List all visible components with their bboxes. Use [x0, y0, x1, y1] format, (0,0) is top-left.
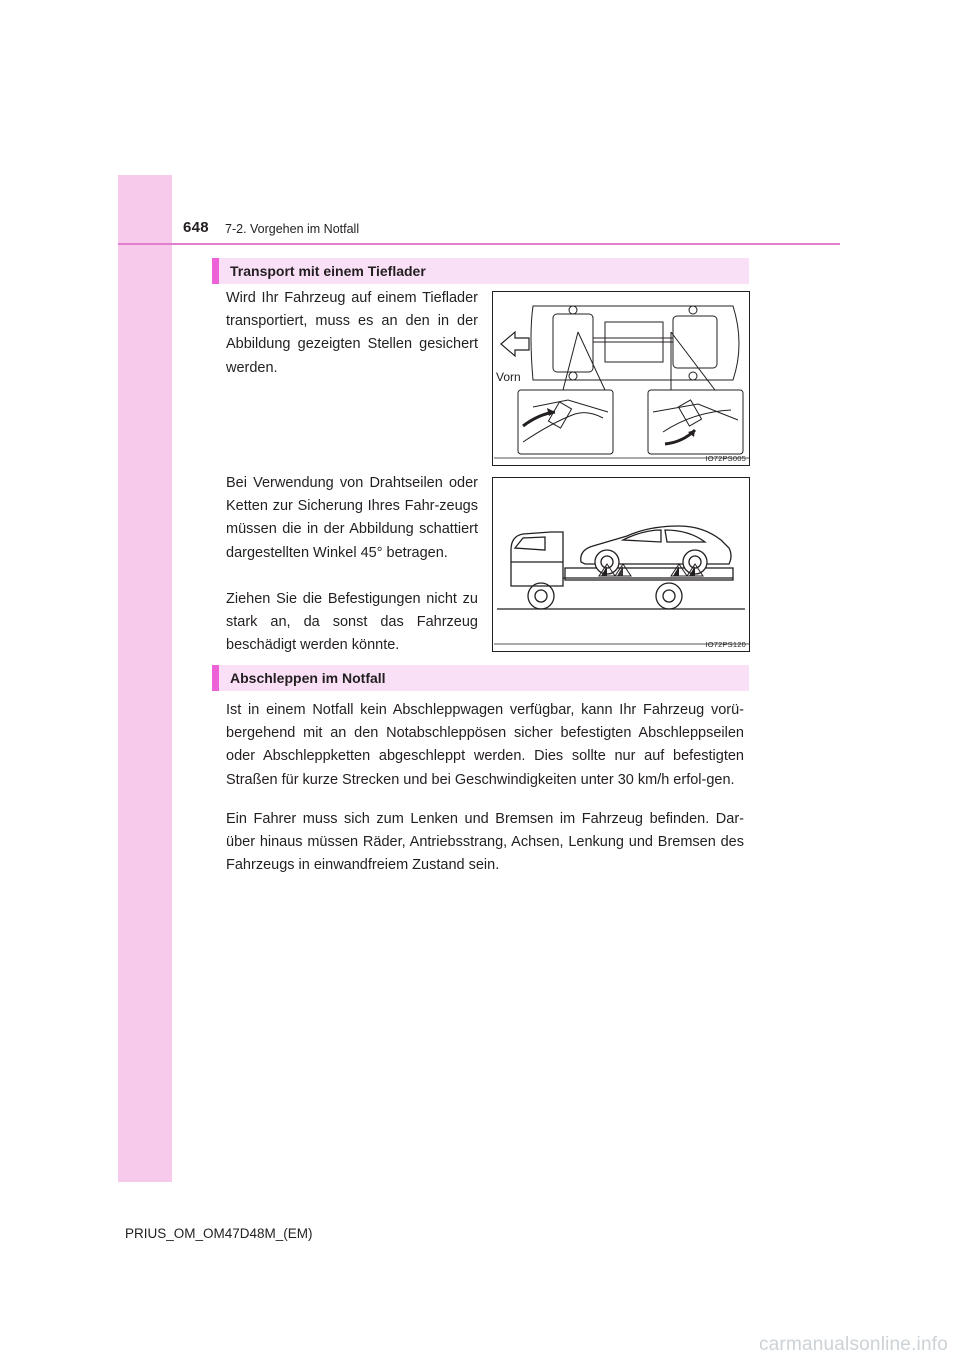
- paragraph-abschleppen-intro: Ist in einem Notfall kein Abschleppwagen verfügbar, kann Ihr Fahrzeug vorü-bergehend mit an den Notabschleppösen sicher befestigten Abschleppseilen oder Abschleppketten abgeschleppt werden. Dies sollte nur auf befestigten Straßen für kurze Strecken und bei Geschwindigkeiten unter 30 km/h erfol-gen.: [226, 702, 744, 788]
- paragraph-tieflader-caution: Ziehen Sie die Befestigungen nicht zu stark an, da sonst das Fahrzeug beschädigt werden könnte.: [226, 591, 478, 654]
- underbody-illustration: [493, 292, 750, 466]
- footer-doc-id: PRIUS_OM_OM47D48M_(EM): [125, 1226, 313, 1241]
- paragraph-tieflader-intro: Wird Ihr Fahrzeug auf einem Tieflader transportiert, muss es an den in der Abbildung gezeigten Stellen gesichert werden.: [226, 290, 478, 376]
- figure-code: IO72PS005: [705, 454, 746, 463]
- watermark: carmanualsonline.info: [758, 1334, 948, 1355]
- paragraph-tieflader-angle: Bei Verwendung von Drahtseilen oder Ketten zur Sicherung Ihres Fahr-zeugs müssen die in der Abbildung schattiert dargestellten Winkel 45° betragen.: [226, 475, 478, 561]
- truck-illustration: [493, 478, 750, 652]
- paragraph-abschleppen-driver: Ein Fahrer muss sich zum Lenken und Bremsen im Fahrzeug befinden. Dar-über hinaus müssen Räder, Antriebsstrang, Achsen, Lenkung und Bremsen des Fahrzeugs in einwandfreiem Zustand sein.: [226, 811, 744, 874]
- figure-truck-transport: [492, 477, 750, 652]
- side-tab-strip: [118, 175, 172, 1182]
- section-path: 7-2. Vorgehen im Notfall: [225, 222, 360, 236]
- figure-underbody-tiedown: [492, 291, 750, 466]
- page-number: 648: [183, 219, 209, 236]
- figure-code: IO72PS120: [705, 640, 746, 649]
- figure-label-front: Vorn: [496, 370, 521, 384]
- header-rule: [118, 243, 840, 245]
- section-heading-tieflader: Transport mit einem Tieflader: [212, 258, 749, 284]
- section-heading-abschleppen: Abschleppen im Notfall: [212, 665, 749, 691]
